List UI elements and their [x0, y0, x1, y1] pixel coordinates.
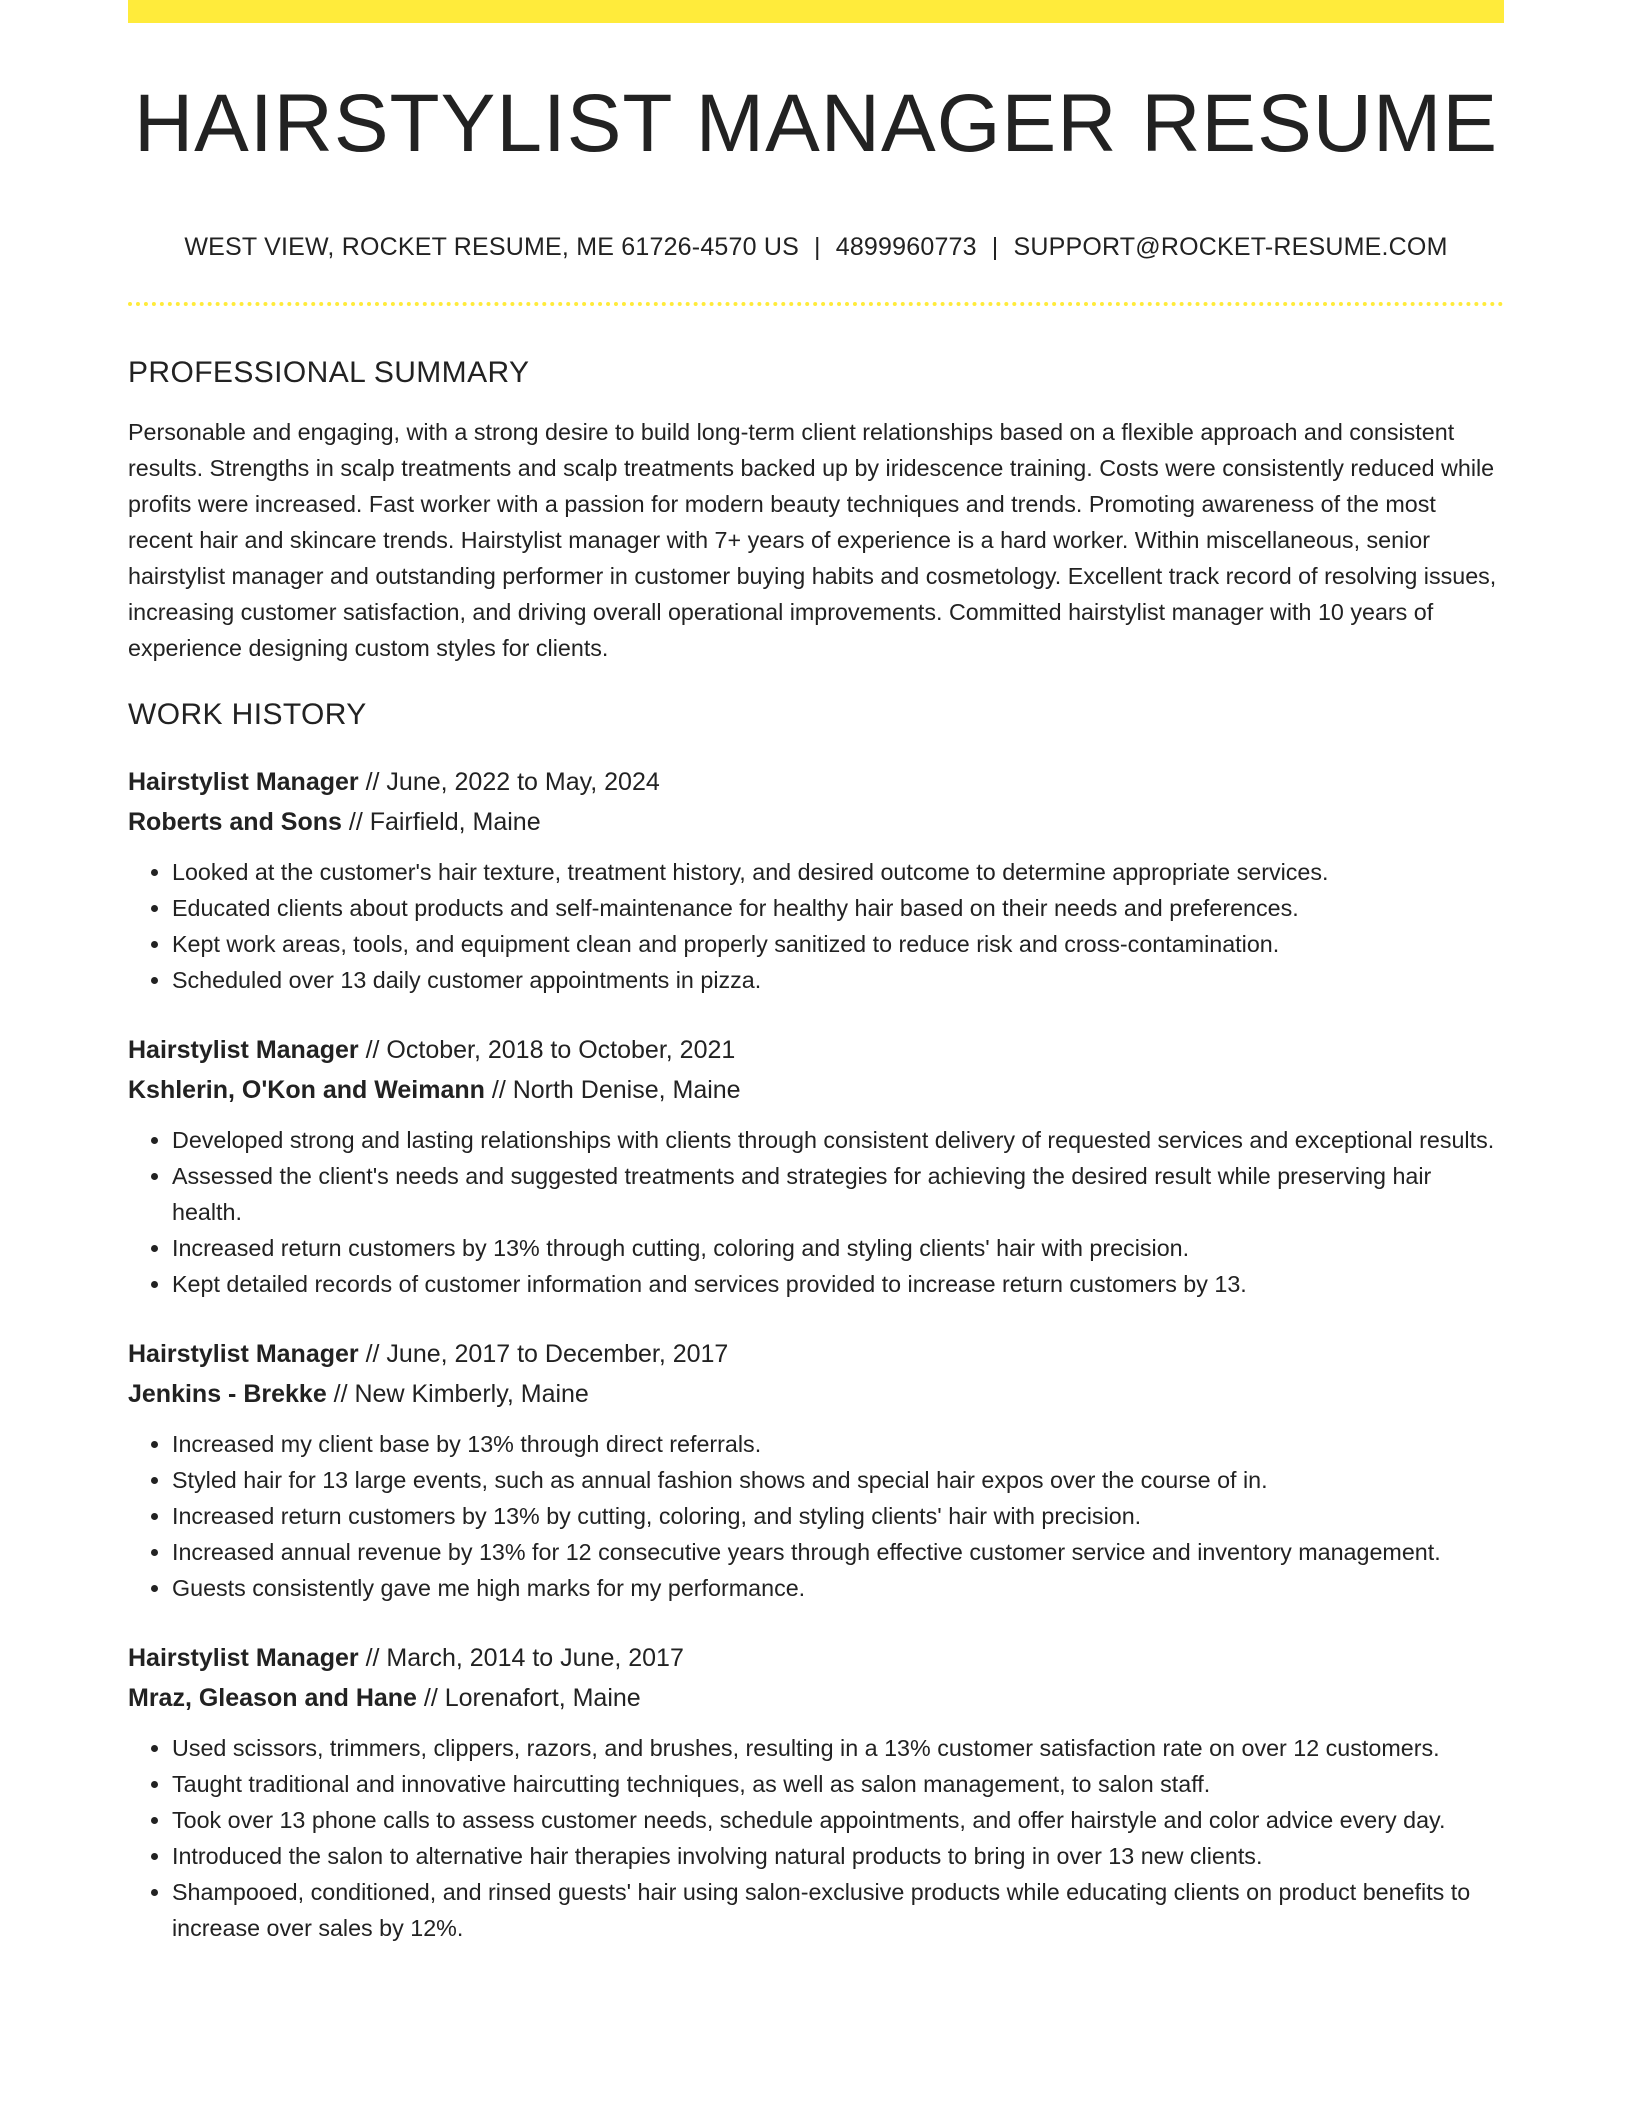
job-company-line [128, 802, 1504, 842]
job-company: Mraz, Gleason and Hane [128, 1684, 417, 1712]
job-bullet: • Shampooed, conditioned, and rinsed guests' hair using salon-exclusive products while educating clients on product benefits to increase over sales by 12%. [172, 1874, 1504, 1946]
job-bullets [128, 854, 1504, 998]
job-location: // North Denise, Maine [484, 1076, 741, 1104]
contact-phone: 4899960773 [835, 233, 977, 261]
job-title-line [128, 1334, 1504, 1374]
job-dates: // October, 2018 to October, 2021 [358, 1036, 736, 1064]
job-bullet: • Looked at the customer's hair texture, treatment history, and desired outcome to determine appropriate services. [172, 854, 1504, 890]
job-title: Hairstylist Manager [128, 1644, 359, 1672]
job-entry [128, 1030, 1504, 1302]
job-bullet: • Developed strong and lasting relationships with clients through consistent delivery of requested services and exceptional results. [172, 1122, 1504, 1158]
job-company: Roberts and Sons [128, 808, 342, 836]
resume-page [128, 0, 1504, 1946]
summary-text: Personable and engaging, with a strong desire to build long-term client relationships based on a flexible approach and consistent results. Strengths in scalp treatments and scalp treatments backed up by iridescence training. Costs were consistently reduced while profits were increased. Fast worker with a passion for modern beauty techniques and trends. Promoting awareness of the most recent hair and skincare trends. Hairstylist manager with 7+ years of experience is a hard worker. Within miscellaneous, senior hairstylist manager and outstanding performer in customer buying habits and cosmetology. Excellent track record of resolving issues, increasing customer satisfaction, and driving overall operational improvements. Committed hairstylist manager with 10 years of experience designing custom styles for clients. [128, 419, 1497, 661]
job-bullets [128, 1122, 1504, 1302]
contact-separator: | [814, 233, 821, 261]
job-bullet: • Educated clients about products and self-maintenance for healthy hair based on their needs and preferences. [172, 890, 1504, 926]
job-bullet: • Styled hair for 13 large events, such as annual fashion shows and special hair expos over the course of in. [172, 1462, 1504, 1498]
job-entry [128, 762, 1504, 998]
job-title: Hairstylist Manager [128, 1340, 359, 1368]
job-bullet: • Taught traditional and innovative haircutting techniques, as well as salon management, to salon staff. [172, 1766, 1504, 1802]
job-title-line [128, 762, 1504, 802]
job-bullet: • Assessed the client's needs and suggested treatments and strategies for achieving the desired result while preserving hair health. [172, 1158, 1504, 1230]
job-title: Hairstylist Manager [128, 768, 359, 796]
contact-separator: | [991, 233, 999, 261]
job-company-line [128, 1678, 1504, 1718]
summary-heading: PROFESSIONAL SUMMARY [128, 356, 530, 389]
job-bullet: • Increased return customers by 13% through cutting, coloring and styling clients' hair with precision. [172, 1230, 1504, 1266]
job-location: // Fairfield, Maine [341, 808, 541, 836]
job-bullet: • Guests consistently gave me high marks for my performance. [172, 1570, 1504, 1606]
job-company-line [128, 1374, 1504, 1414]
job-entry [128, 1638, 1504, 1946]
job-dates: // March, 2014 to June, 2017 [358, 1644, 684, 1672]
job-bullet: • Introduced the salon to alternative hair therapies involving natural products to bring in over 13 new clients. [172, 1838, 1504, 1874]
job-bullet: • Increased annual revenue by 13% for 12 consecutive years through effective customer service and inventory management. [172, 1534, 1504, 1570]
job-location: // New Kimberly, Maine [326, 1380, 589, 1408]
work-history-heading: WORK HISTORY [128, 698, 367, 731]
job-bullet: • Increased return customers by 13% by cutting, coloring, and styling clients' hair with precision. [172, 1498, 1504, 1534]
job-bullet: • Took over 13 phone calls to assess customer needs, schedule appointments, and offer hairstyle and color advice every day. [172, 1802, 1504, 1838]
job-dates: // June, 2017 to December, 2017 [358, 1340, 729, 1368]
job-company-line [128, 1070, 1504, 1110]
job-bullet: • Kept work areas, tools, and equipment clean and properly sanitized to reduce risk and cross-contamination. [172, 926, 1504, 962]
job-title-line [128, 1638, 1504, 1678]
job-company: Kshlerin, O'Kon and Weimann [128, 1076, 485, 1104]
resume-title: HAIRSTYLIST MANAGER RESUME [133, 78, 1499, 169]
job-bullets [128, 1426, 1504, 1606]
job-dates: // June, 2022 to May, 2024 [358, 768, 660, 796]
job-bullet: • Increased my client base by 13% through direct referrals. [172, 1426, 1504, 1462]
header-divider [128, 302, 1504, 306]
job-bullets [128, 1730, 1504, 1946]
contact-line [128, 233, 1504, 262]
job-bullet: • Used scissors, trimmers, clippers, razors, and brushes, resulting in a 13% customer satisfaction rate on over 12 customers. [172, 1730, 1504, 1766]
job-location: // Lorenafort, Maine [416, 1684, 641, 1712]
contact-email: SUPPORT@ROCKET-RESUME.COM [1013, 233, 1448, 261]
top-accent-bar [128, 0, 1504, 23]
contact-address: WEST VIEW, ROCKET RESUME, ME 61726-4570 US [184, 233, 800, 261]
job-company: Jenkins - Brekke [128, 1380, 327, 1408]
work-history-list [128, 762, 1504, 1946]
job-entry [128, 1334, 1504, 1606]
job-bullet: • Scheduled over 13 daily customer appointments in pizza. [172, 962, 1504, 998]
job-title: Hairstylist Manager [128, 1036, 359, 1064]
job-bullet: • Kept detailed records of customer information and services provided to increase return customers by 13. [172, 1266, 1504, 1302]
job-title-line [128, 1030, 1504, 1070]
